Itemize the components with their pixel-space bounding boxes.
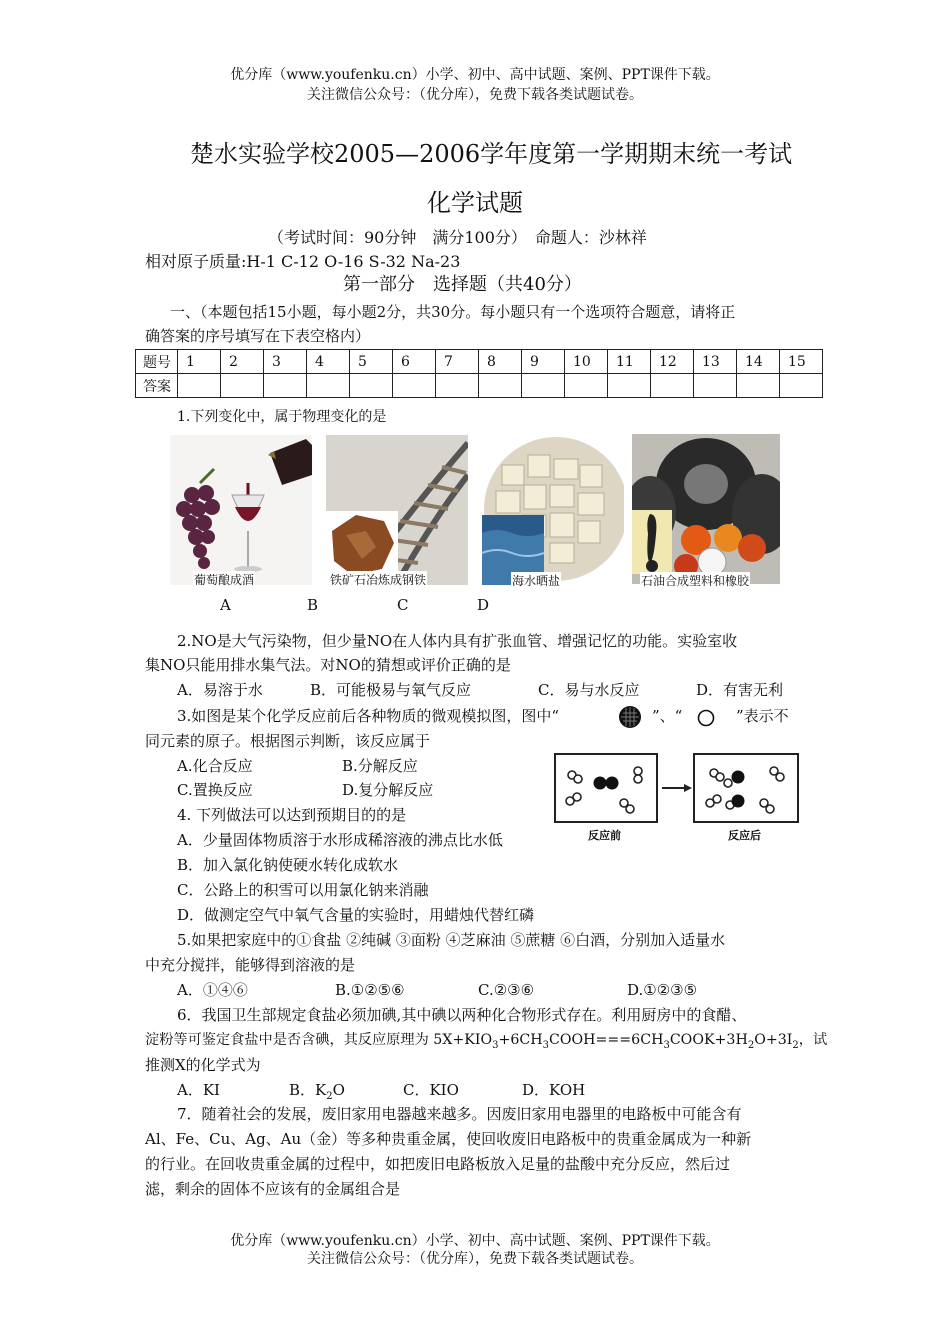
answer-cell[interactable] — [178, 374, 221, 398]
question-number: 9 — [522, 350, 565, 374]
q5-line-1: 5.如果把家庭中的①食盐 ②纯碱 ③面粉 ④芝麻油 ⑤蔗糖 ⑥白酒，分别加入适量水 — [177, 931, 726, 949]
header-line-1: 优分库（www.youfenku.cn）小学、初中、高中试题、案例、PPT课件下载。 — [230, 67, 720, 83]
answer-cell[interactable] — [608, 374, 651, 398]
question-number: 12 — [651, 350, 694, 374]
answer-table — [135, 349, 823, 398]
question-number: 4 — [307, 350, 350, 374]
exam-title: 楚水实验学校2005—2006学年度第一学期期末统一考试 — [190, 140, 793, 168]
q4-stem: 4. 下列做法可以达到预期目的的是 — [177, 806, 407, 824]
q6-line-3: 推测X的化学式为 — [145, 1056, 261, 1074]
q6-line-1: 6．我国卫生部规定食盐必须加碘,其中碘以两种化合物形式存在。利用厨房中的食醋、 — [177, 1006, 747, 1024]
q1-stem: 1.下列变化中，属于物理变化的是 — [177, 409, 387, 425]
question-number: 2 — [221, 350, 264, 374]
q2-option-b: B．可能极易与氧气反应 — [310, 681, 472, 699]
sea-salt-image — [482, 435, 624, 585]
q1-caption-b: 铁矿石冶炼成钢铁 — [330, 573, 427, 587]
q3-option-a: A.化合反应 — [177, 757, 253, 775]
q1-caption-c: 海水晒盐 — [512, 574, 561, 588]
answer-cell[interactable] — [479, 374, 522, 398]
section-title: 第一部分 选择题（共40分） — [343, 274, 582, 295]
question-number: 5 — [350, 350, 393, 374]
footer-line-2: 关注微信公众号：（优分库），免费下载各类试题试卷。 — [307, 1251, 643, 1267]
q5-option-b: B.①②⑤⑥ — [335, 981, 405, 999]
answer-cell[interactable] — [737, 374, 780, 398]
question-number: 7 — [436, 350, 479, 374]
question-number: 10 — [565, 350, 608, 374]
q5-line-2: 中充分搅拌，能够得到溶液的是 — [145, 956, 356, 974]
question-number: 11 — [608, 350, 651, 374]
answer-cell[interactable] — [264, 374, 307, 398]
answer-cell[interactable] — [565, 374, 608, 398]
instructions-line-1: 一、（本题包括15小题，每小题2分，共30分。每小题只有一个选项符合题意，请将正 — [170, 303, 736, 321]
q5-option-d: D.①②③⑤ — [627, 981, 698, 999]
light-atom-icon — [697, 709, 717, 727]
exam-info: （考试时间：90分钟 满分100分） 命题人：沙林祥 — [268, 228, 647, 247]
q5-option-c: C.②③⑥ — [478, 981, 535, 999]
answer-cell[interactable] — [307, 374, 350, 398]
grape-wine-image — [170, 435, 312, 585]
q6-option-b: B．$K_2O$ — [289, 1081, 345, 1102]
q4-option-d: D．做测定空气中氧气含量的实验时，用蜡烛代替红磷 — [177, 906, 535, 924]
subject-title: 化学试题 — [427, 189, 523, 217]
dark-atom-icon — [617, 705, 643, 729]
answer-cell[interactable] — [780, 374, 823, 398]
answer-cell[interactable] — [694, 374, 737, 398]
q7-line-3: 的行业。在回收贵重金属的过程中，如把废旧电路板放入足量的盐酸中充分反应，然后过 — [145, 1155, 731, 1173]
reaction-diagram — [552, 751, 802, 843]
q2-option-a: A．易溶于水 — [177, 681, 263, 699]
row-label-number: 题号 — [136, 350, 178, 374]
question-number: 6 — [393, 350, 436, 374]
q3-line-1a: 3.如图是某个化学反应前后各种物质的微观模拟图，图中“ — [177, 707, 559, 725]
q5-option-a: A．①④⑥ — [177, 981, 248, 999]
q7-line-4: 滤，剩余的固体不应该有的金属组合是 — [145, 1180, 401, 1198]
answer-cell[interactable] — [522, 374, 565, 398]
answer-cell[interactable] — [350, 374, 393, 398]
table-row — [136, 350, 823, 374]
q2-option-d: D．有害无利 — [696, 681, 784, 699]
question-number: 3 — [264, 350, 307, 374]
q7-line-1: 7．随着社会的发展，废旧家用电器越来越多。因废旧家用电器里的电路板中可能含有 — [177, 1105, 742, 1123]
q3-option-b: B.分解反应 — [342, 757, 418, 775]
question-number: 14 — [737, 350, 780, 374]
q1-letter-a: A — [220, 596, 231, 614]
question-number: 13 — [694, 350, 737, 374]
question-number: 15 — [780, 350, 823, 374]
q3-option-d: D.复分解反应 — [342, 781, 434, 799]
rail-ore-image — [326, 435, 468, 585]
q4-option-c: C．公路上的积雪可以用氯化钠来消融 — [177, 881, 429, 899]
question-number: 8 — [479, 350, 522, 374]
tyres-balls-image — [632, 434, 780, 584]
q2-line-2: 集NO只能用排水集气法。对NO的猜想或评价正确的是 — [145, 656, 511, 674]
q4-option-a: A．少量固体物质溶于水形成稀溶液的沸点比水低 — [177, 831, 503, 849]
q3-line-1b: ”、“ — [652, 707, 683, 725]
atomic-mass: 相对原子质量:H-1 C-12 O-16 S-32 Na-23 — [145, 252, 461, 271]
q3-option-c: C.置换反应 — [177, 781, 253, 799]
footer-line-1: 优分库（www.youfenku.cn）小学、初中、高中试题、案例、PPT课件下载。 — [230, 1233, 720, 1249]
q6-option-d: D．KOH — [522, 1081, 586, 1099]
q2-line-1: 2.NO是大气污染物，但少量NO在人体内具有扩张血管、增强记忆的功能。实验室收 — [177, 632, 738, 650]
q6-option-c: C．KIO — [403, 1081, 459, 1099]
answer-cell[interactable] — [651, 374, 694, 398]
header-line-2: 关注微信公众号：（优分库），免费下载各类试题试卷。 — [307, 87, 643, 103]
answer-cell[interactable] — [436, 374, 479, 398]
answer-cell[interactable] — [221, 374, 264, 398]
q1-caption-d: 石油合成塑料和橡胶 — [641, 574, 750, 588]
q1-letter-d: D — [477, 596, 490, 614]
q1-letter-b: B — [307, 596, 319, 614]
answer-cell[interactable] — [393, 374, 436, 398]
q1-caption-a: 葡萄酿成酒 — [194, 573, 255, 587]
q7-line-2: Al、Fe、Cu、Ag、Au（金）等多种贵重金属，使回收废旧电路板中的贵重金属成为一种新 — [145, 1130, 752, 1148]
instructions-line-2: 确答案的序号填写在下表空格内） — [145, 327, 371, 345]
q6-line-2: 淀粉等可鉴定食盐中是否含碘，其反应原理为 $5X+KIO_3+6CH_3COOH===6CH_3COOK+3H_2O+3I_2$，试 — [145, 1032, 828, 1051]
q4-option-b: B．加入氯化钠使硬水转化成软水 — [177, 856, 399, 874]
q1-letter-c: C — [397, 596, 409, 614]
diagram-label-after: 反应后 — [728, 829, 761, 842]
row-label-answer: 答案 — [136, 374, 178, 398]
table-row — [136, 374, 823, 398]
q2-option-c: C．易与水反应 — [538, 681, 640, 699]
question-number: 1 — [178, 350, 221, 374]
q6-option-a: A．KI — [177, 1081, 220, 1099]
q3-line-1c: ”表示不 — [736, 707, 789, 725]
q3-line-2: 同元素的原子。根据图示判断，该反应属于 — [145, 732, 431, 750]
diagram-label-before: 反应前 — [588, 829, 621, 842]
